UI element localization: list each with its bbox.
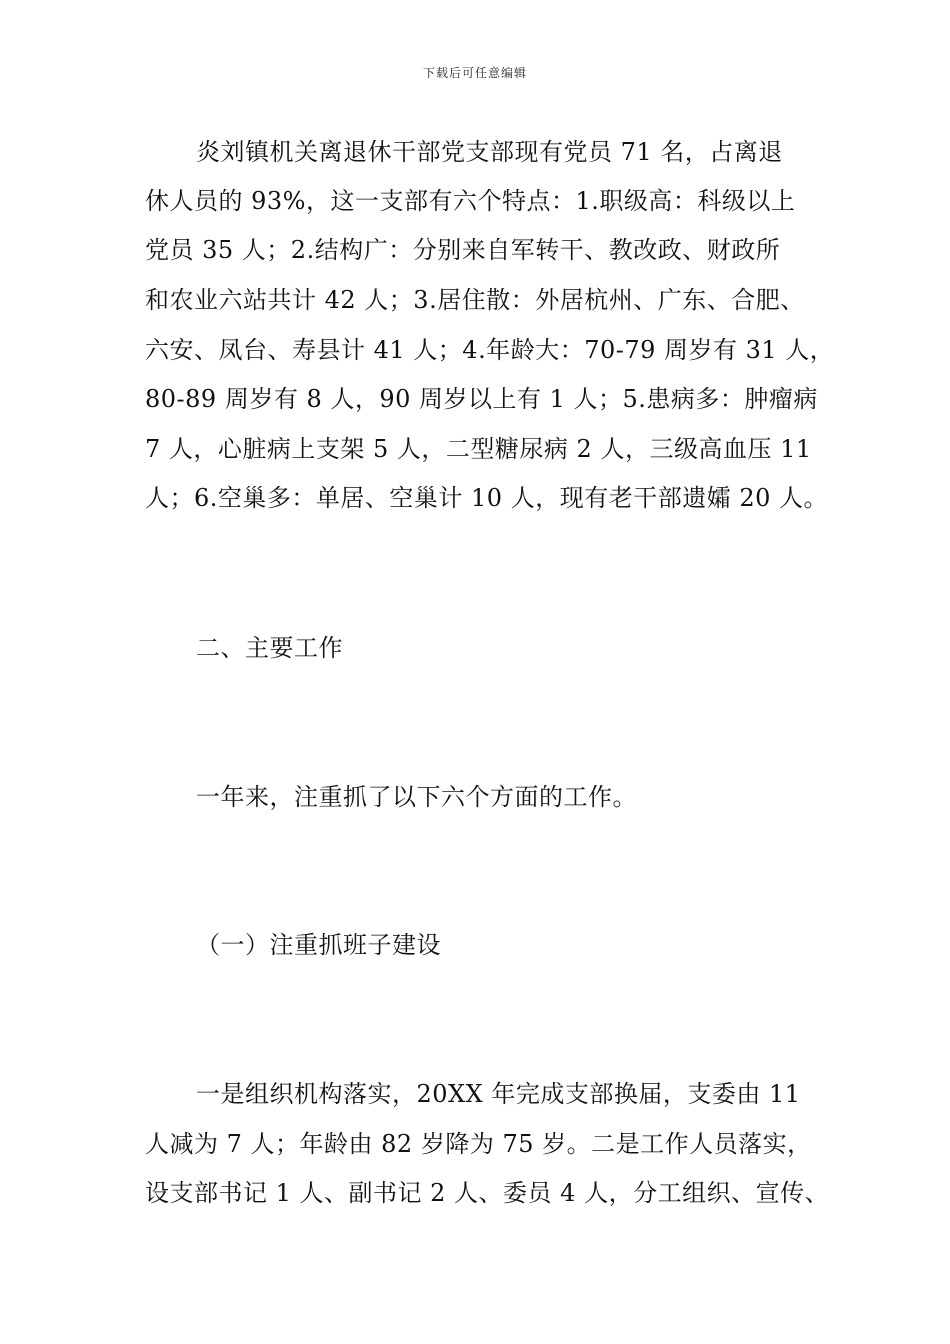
section-heading: 二、主要工作 <box>196 634 343 662</box>
subsection-heading: （一）注重抓班子建设 <box>196 931 441 959</box>
text-line: 炎刘镇机关离退休干部党支部现有党员 71 名，占离退 <box>196 138 783 166</box>
text-line: 和农业六站共计 42 人；3.居住散：外居杭州、广东、合肥、 <box>145 286 805 314</box>
text-line: 7 人，心脏病上支架 5 人，二型糖尿病 2 人，三级高血压 11 <box>145 435 812 463</box>
text-line: 六安、凤台、寿县计 41 人；4.年龄大：70-79 周岁有 31 人， <box>145 336 835 364</box>
text-line: 人减为 7 人；年龄由 82 岁降为 75 岁。二是工作人员落实， <box>145 1130 812 1158</box>
text-line: 80-89 周岁有 8 人，90 周岁以上有 1 人；5.患病多：肿瘤病 <box>145 385 818 413</box>
text-line: 休人员的 93%，这一支部有六个特点：1.职级高：科级以上 <box>145 187 796 215</box>
intro-paragraph: 一年来，注重抓了以下六个方面的工作。 <box>196 783 637 811</box>
text-line: 一是组织机构落实，20XX 年完成支部换届，支委由 11 <box>196 1080 801 1108</box>
text-line: 人；6.空巢多：单居、空巢计 10 人，现有老干部遗孀 20 人。 <box>145 484 828 512</box>
text-line: 设支部书记 1 人、副书记 2 人、委员 4 人，分工组织、宣传、 <box>145 1179 830 1207</box>
text-line: 党员 35 人；2.结构广：分别来自军转干、教改政、财政所 <box>145 236 781 264</box>
page-header: 下载后可任意编辑 <box>422 66 527 80</box>
